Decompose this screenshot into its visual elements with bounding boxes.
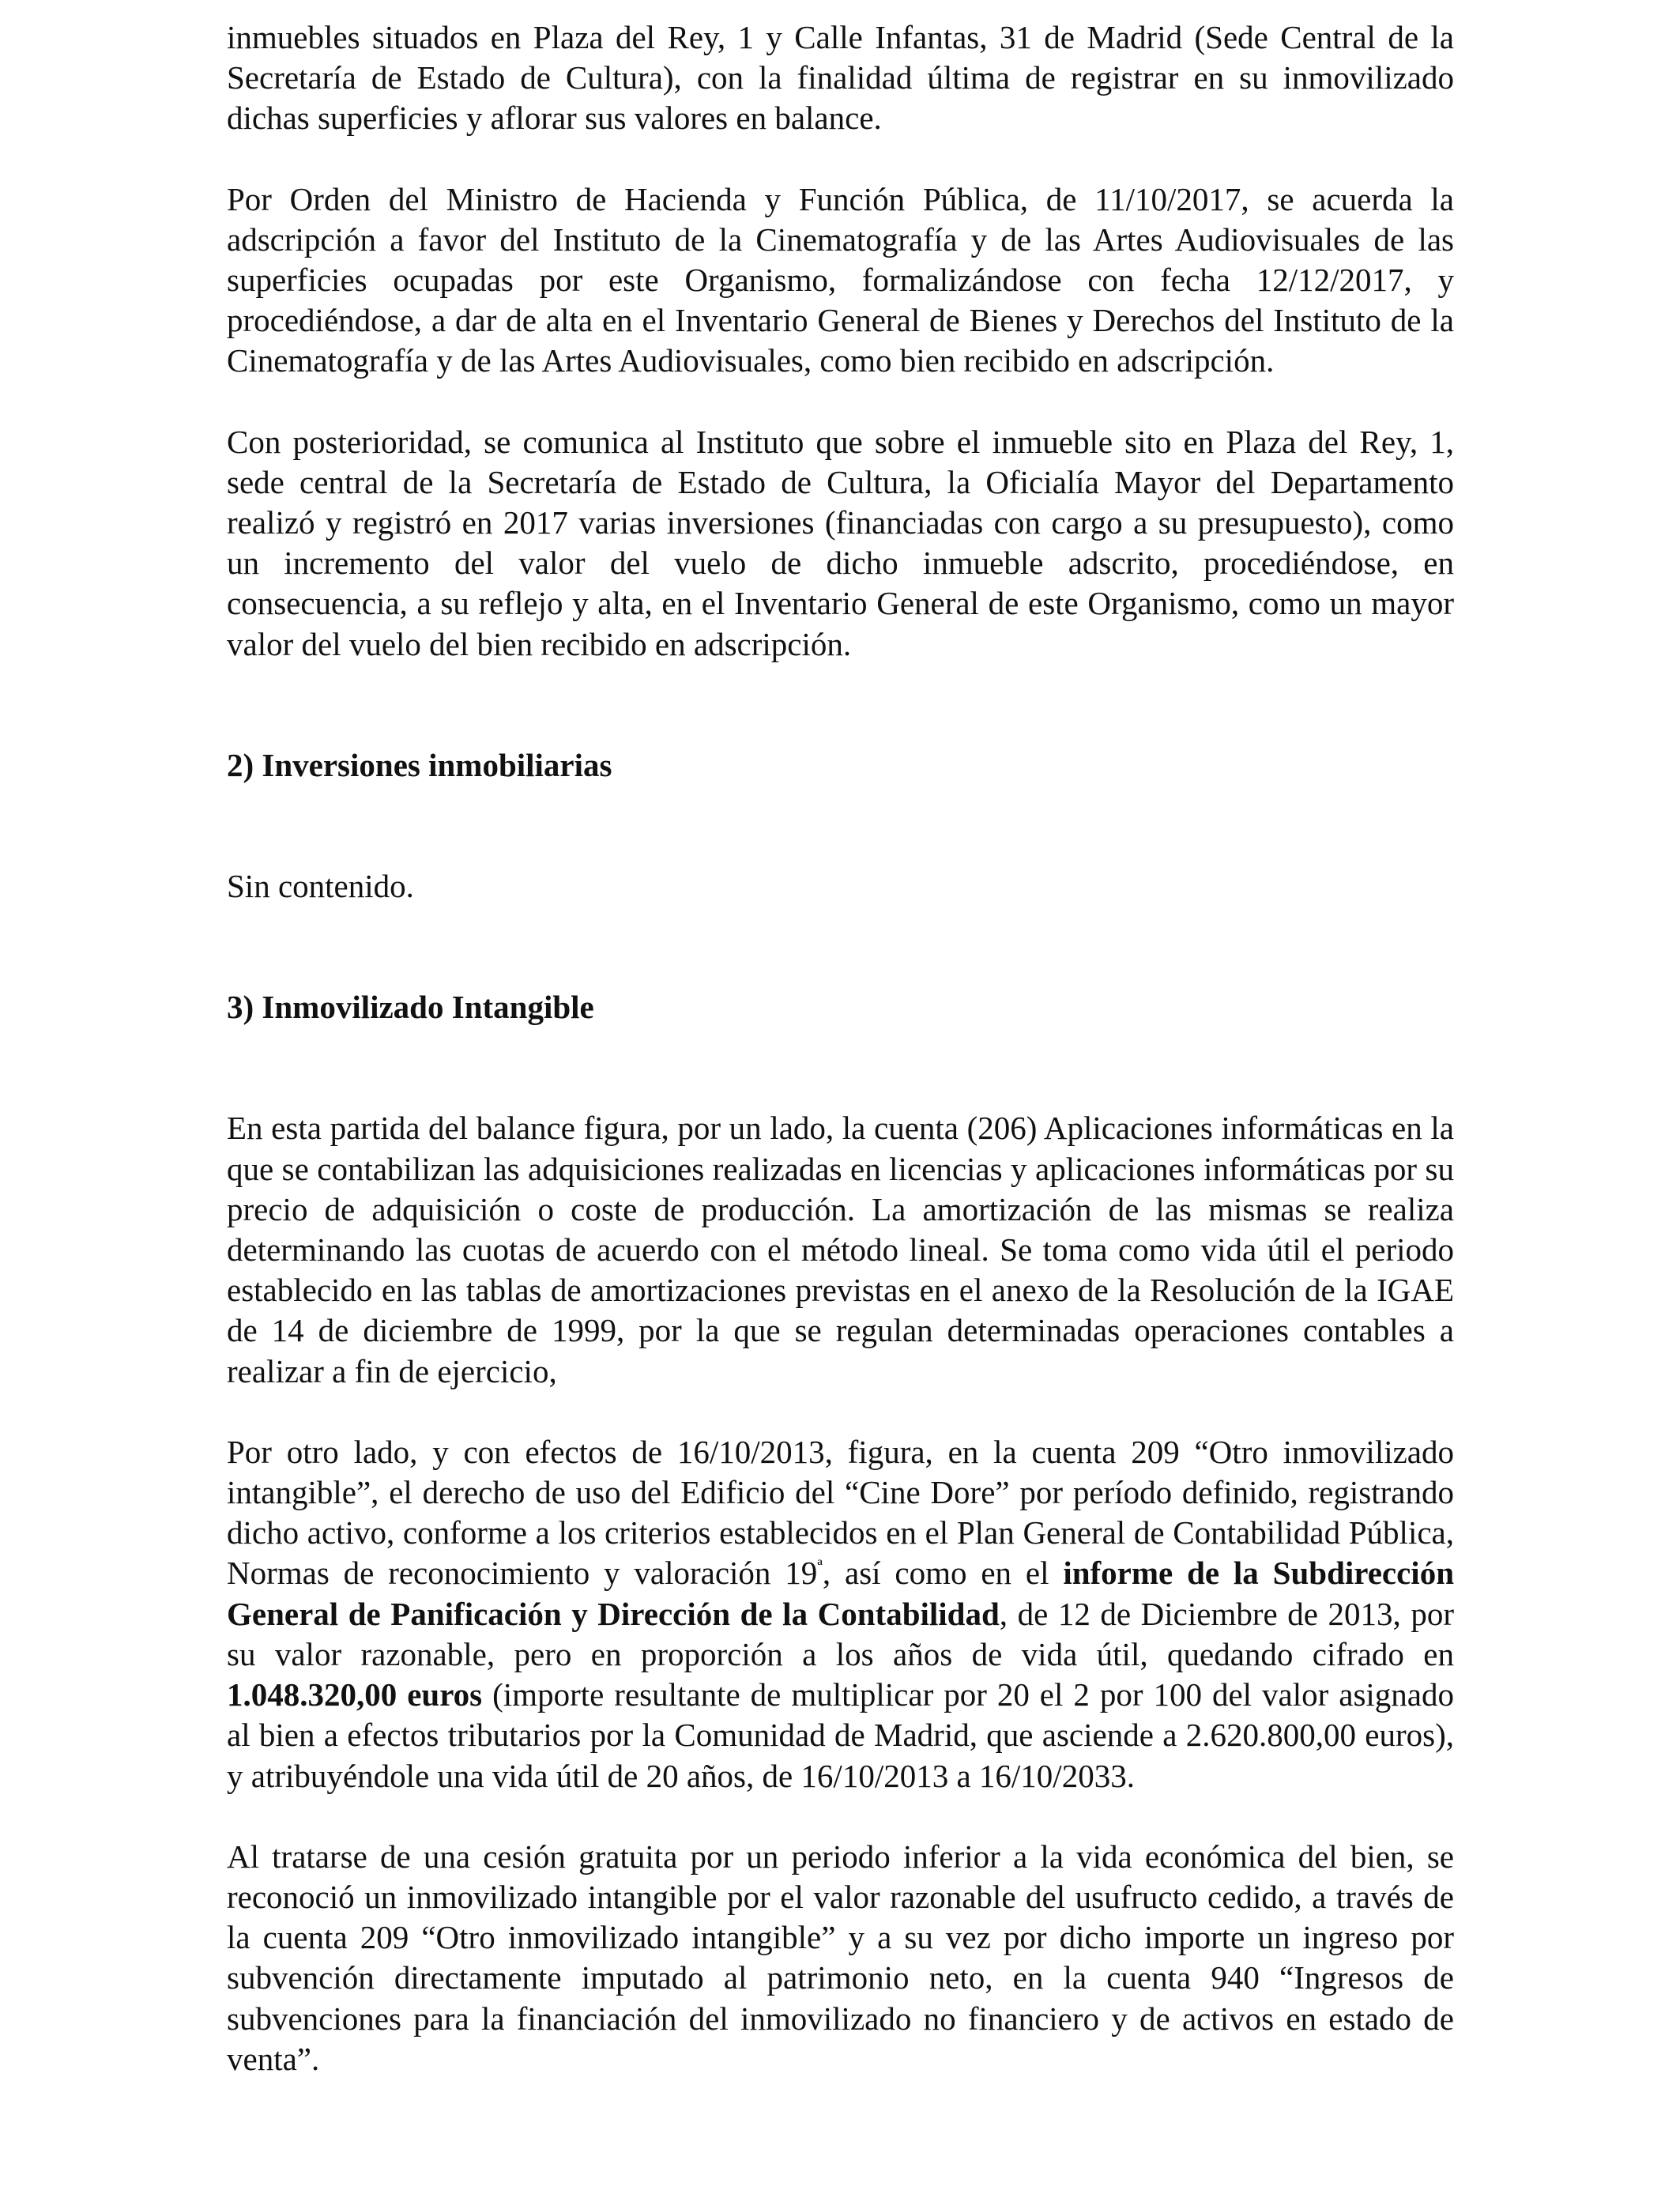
cine-dore-text-3: , de 12 de Diciembre de 2013, por su valor razonable, pero en proporción a los años de vida útil, quedando cifrado en — [227, 1595, 1455, 1672]
paragraph-cesion-gratuita: Al tratarse de una cesión gratuita por un periodo inferior a la vida económica del bien, se reconoció un inmovilizado intangible por el valor razonable del usufructo cedido, a través de la cuenta 209 “Otro inmovilizado intangible” y a su vez por dicho importe un ingreso por subvención directamente imputado al patrimonio neto, en la cuenta 940 “Ingresos de subvenciones para la financiación del inmovilizado no financiero y de activos en estado de venta”. — [227, 1838, 1454, 2077]
paragraph-inmuebles: inmuebles situados en Plaza del Rey, 1 y Calle Infantas, 31 de Madrid (Sede Central de la Secretaría de Estado de Cultura), con la finalidad última de registrar en su inmovilizado dichas superficies y aflorar sus valores en balance. — [227, 19, 1454, 137]
paragraph-orden-ministro: Por Orden del Ministro de Hacienda y Función Pública, de 11/10/2017, se acuerda la adscripción a favor del Instituto de la Cinematografía y de las Artes Audiovisuales de las superficies ocupadas por este Organismo, formalizándose con fecha 12/12/2017, y procediéndose, a dar de alta en el Inventario General de Bienes y Derechos del Instituto de la Cinematografía y de las Artes Audiovisuales, como bien recibido en adscripción. — [227, 180, 1454, 379]
informe-subdireccion-bold: informe de la Subdirección General de Panificación y Dirección de la Contabilidad — [227, 1555, 1455, 1632]
ordinal-superscript: ª — [817, 1556, 823, 1578]
paragraph-aplicaciones-informaticas: En esta partida del balance figura, por un lado, la cuenta (206) Aplicaciones informáticas en la que se contabilizan las adquisiciones realizadas en licencias y aplicaciones informáticas por su precio de adquisición o coste de producción. La amortización de las mismas se realiza determinando las cuotas de acuerdo con el método lineal. Se toma como vida útil el periodo establecido en las tablas de amortizaciones previstas en el anexo de la Resolución de la IGAE de 14 de diciembre de 1999, por la que se regulan determinadas operaciones contables a realizar a fin de ejercicio, — [227, 1110, 1454, 1389]
document-page — [227, 17, 1454, 2079]
importe-bold: 1.048.320,00 euros — [227, 1676, 483, 1713]
paragraph-posterioridad: Con posterioridad, se comunica al Instituto que sobre el inmueble sito en Plaza del Rey, 1, sede central de la Secretaría de Estado de Cultura, la Oficialía Mayor del Departamento realizó y registró en 2017 varias inversiones (financiadas con cargo a su presupuesto), como un incremento del valor del vuelo de dicho inmueble adscrito, procediéndose, en consecuencia, a su reflejo y alta, en el Inventario General de este Organismo, como un mayor valor del vuelo del bien recibido en adscripción. — [227, 423, 1454, 662]
cine-dore-text-4: (importe resultante de multiplicar por 20 el 2 por 100 del valor asignado al bien a efectos tributarios por la Comunidad de Madrid, que asciende a 2.620.800,00 euros), y atribuyéndole una vida útil de 20 años, de 16/10/2013 a 16/10/2033. — [227, 1676, 1454, 1794]
section-heading-intangible: 3) Inmovilizado Intangible — [227, 989, 594, 1026]
section-heading-inversiones: 2) Inversiones inmobiliarias — [227, 746, 612, 783]
cine-dore-text-1: Por otro lado, y con efectos de 16/10/2013, figura, en la cuenta 209 “Otro inmovilizado intangible”, el derecho de uso del Edificio del “Cine Dore” por período definido, registrando dicho activo, conforme a los criterios establecidos en el Plan General de Contabilidad Pública, Normas de reconocimiento y valoración 19 — [227, 1433, 1454, 1592]
paragraph-cine-dore — [227, 1432, 1454, 1796]
paragraph-sin-contenido: Sin contenido. — [227, 868, 414, 905]
cine-dore-text-2: , así como en el — [822, 1555, 1064, 1592]
